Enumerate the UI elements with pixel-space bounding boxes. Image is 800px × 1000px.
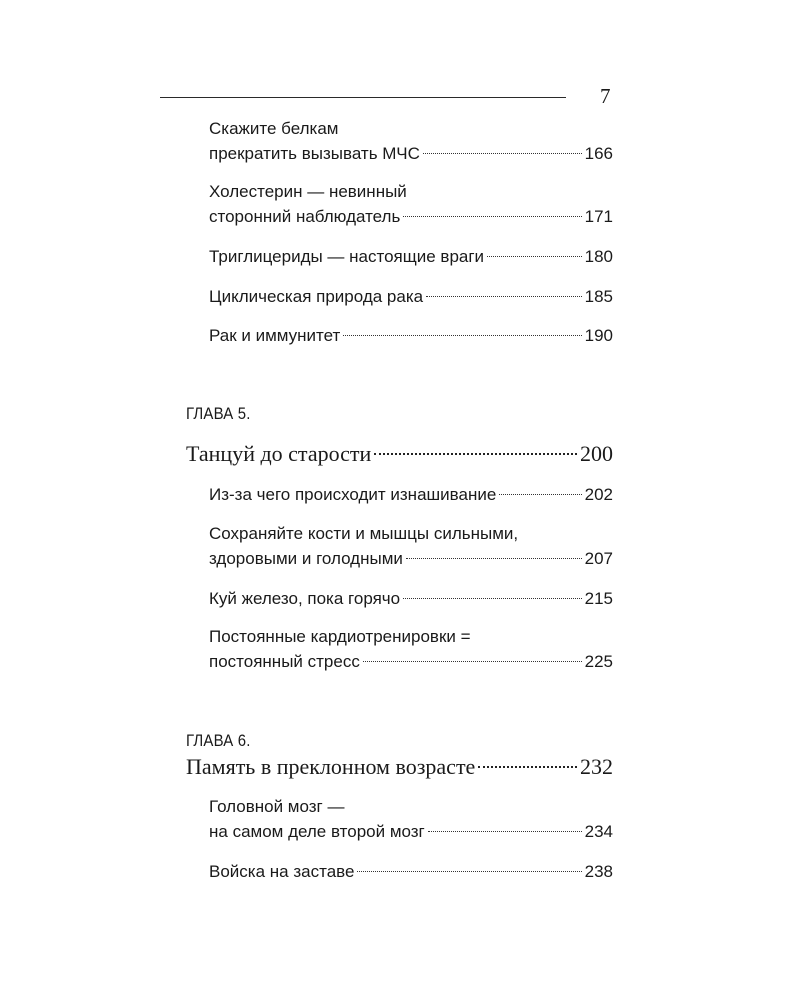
toc-page-number: 202 [584, 485, 613, 504]
dot-leader [406, 558, 582, 559]
dot-leader [363, 661, 582, 662]
toc-entry[interactable] [209, 284, 613, 309]
toc-entry-title: сторонний наблюдатель [209, 207, 401, 226]
chapter-title[interactable] [186, 439, 613, 469]
toc-entry-title-line1: Постоянные кардиотренировки = [209, 627, 471, 646]
chapter-page-number: 232 [580, 754, 613, 779]
toc-entry-title: постоянный стресс [209, 652, 360, 671]
toc-entry[interactable] [209, 179, 613, 229]
chapter-title-text: Память в преклонном возрасте [186, 754, 476, 779]
toc-entry[interactable] [209, 859, 613, 884]
dot-leader [428, 831, 582, 832]
toc-page-number: 225 [584, 652, 613, 671]
toc-page-number: 166 [584, 144, 613, 163]
toc-entry-title: Циклическая природа рака [209, 287, 424, 306]
toc-entry[interactable] [209, 482, 613, 507]
toc-page-number: 215 [584, 589, 613, 608]
toc-entry-title-line1: Сохраняйте кости и мышцы сильными, [209, 524, 519, 543]
toc-entry-title: Войска на заставе [209, 862, 355, 881]
dot-leader [357, 871, 581, 872]
toc-entry[interactable] [209, 586, 613, 611]
toc-entry-title: здоровыми и голодными [209, 549, 403, 568]
toc-entry-title: прекратить вызывать МЧС [209, 144, 420, 163]
dot-leader [374, 453, 577, 455]
toc-page-number: 190 [584, 326, 613, 345]
toc-entry[interactable] [209, 624, 613, 674]
toc-entry-title: Триглицериды — настоящие враги [209, 247, 485, 266]
chapter-title[interactable] [186, 752, 613, 782]
toc-entry-title: Рак и иммунитет [209, 326, 341, 345]
chapter-label: ГЛАВА 5. [186, 404, 251, 423]
toc-entry-title-line1: Холестерин — невинный [209, 182, 407, 201]
dot-leader [343, 335, 581, 336]
toc-entry-title: Из-за чего происходит изнашивание [209, 485, 497, 504]
dot-leader [499, 494, 581, 495]
chapter-page-number: 200 [580, 441, 613, 466]
toc-page-number: 180 [584, 247, 613, 266]
toc-entry[interactable] [209, 323, 613, 348]
toc-entry[interactable] [209, 521, 613, 571]
dot-leader [487, 256, 582, 257]
dot-leader [478, 766, 577, 768]
toc-entry-title-line1: Головной мозг — [209, 797, 345, 816]
dot-leader [426, 296, 582, 297]
toc-entry-title: Куй железо, пока горячо [209, 589, 401, 608]
toc-page-number: 238 [584, 862, 613, 881]
toc-page-number: 234 [584, 822, 613, 841]
dot-leader [423, 153, 582, 154]
chapter-label: ГЛАВА 6. [186, 731, 251, 750]
toc-entry-title-line1: Скажите белкам [209, 119, 339, 138]
toc-page-number: 185 [584, 287, 613, 306]
page-number: 7 [600, 84, 611, 108]
toc-entry[interactable] [209, 244, 613, 269]
dot-leader [403, 598, 582, 599]
dot-leader [403, 216, 581, 217]
toc-entry[interactable] [209, 794, 613, 844]
toc-entry-title: на самом деле второй мозг [209, 822, 425, 841]
toc-page-number: 207 [584, 549, 613, 568]
toc-page-number: 171 [584, 207, 613, 226]
toc-entry[interactable] [209, 116, 613, 166]
header-rule [160, 97, 566, 98]
chapter-title-text: Танцуй до старости [186, 441, 372, 466]
